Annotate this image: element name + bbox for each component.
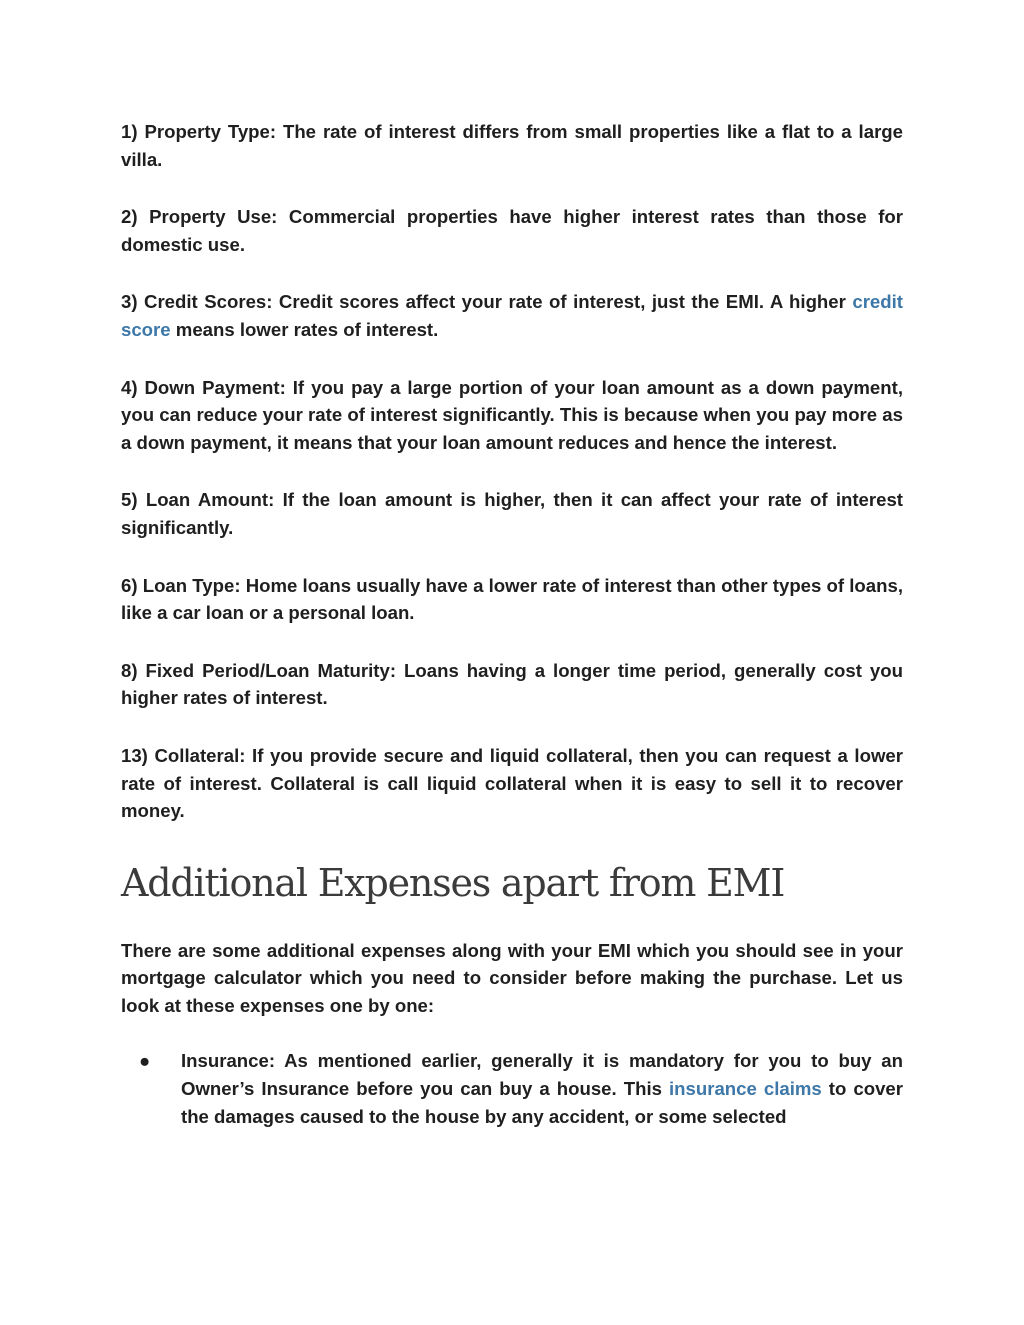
paragraph-text: means lower rates of interest.	[170, 318, 439, 340]
list-item-text: to cover the damages caused to the house by any accident, or some selected	[181, 1078, 903, 1127]
paragraph-loan-amount	[121, 486, 903, 541]
list-item-text: Insurance: As mentioned earlier, generally it is mandatory for you to buy an Owner’s Insurance before you can buy a house. This	[181, 1050, 903, 1100]
paragraph-property-use	[121, 203, 903, 258]
paragraph-text: 5) Loan Amount: If the loan amount is higher, then it can affect your rate of interest significantly.	[121, 489, 903, 538]
paragraph-fixed-period	[121, 657, 903, 712]
paragraph-collateral	[121, 742, 903, 825]
paragraph-text: 1) Property Type: The rate of interest differs from small properties like a flat to a large villa.	[121, 121, 903, 170]
paragraph-down-payment	[121, 374, 903, 457]
paragraph-text: 4) Down Payment: If you pay a large portion of your loan amount as a down payment, you can reduce your rate of interest significantly. This is because when you pay more as a down payment, it means that your loan amount reduces and hence the interest.	[121, 376, 903, 453]
section-heading: Additional Expenses apart from EMI	[121, 860, 785, 905]
paragraph-loan-type	[121, 572, 903, 627]
bullet-icon: ●	[139, 1050, 151, 1072]
paragraph-text: 8) Fixed Period/Loan Maturity: Loans having a longer time period, generally cost you higher rates of interest.	[121, 659, 903, 709]
paragraph-intro	[121, 937, 903, 1020]
paragraph-property-type	[121, 118, 903, 173]
document-page	[121, 118, 903, 1130]
paragraph-text: 2) Property Use: Commercial properties have higher interest rates than those for domestic use.	[121, 206, 903, 255]
paragraph-text: 6) Loan Type: Home loans usually have a lower rate of interest than other types of loans, like a car loan or a personal loan.	[121, 574, 903, 624]
paragraph-credit-scores	[121, 288, 903, 343]
insurance-claims-link[interactable]: insurance claims	[668, 1078, 822, 1100]
credit-score-link[interactable]: credit score	[121, 291, 903, 340]
list-item	[139, 1047, 903, 1130]
paragraph-text: There are some additional expenses along with your EMI which you should see in your mortgage calculator which you need to consider before making the purchase. Let us look at these expenses one by one:	[121, 939, 903, 1016]
paragraph-text: 13) Collateral: If you provide secure and liquid collateral, then you can request a lower rate of interest. Collateral is call liquid collateral when it is easy to sell it to recover money.	[121, 744, 903, 822]
expenses-list	[121, 1047, 903, 1130]
paragraph-text: 3) Credit Scores: Credit scores affect your rate of interest, just the EMI. A higher	[121, 291, 853, 313]
